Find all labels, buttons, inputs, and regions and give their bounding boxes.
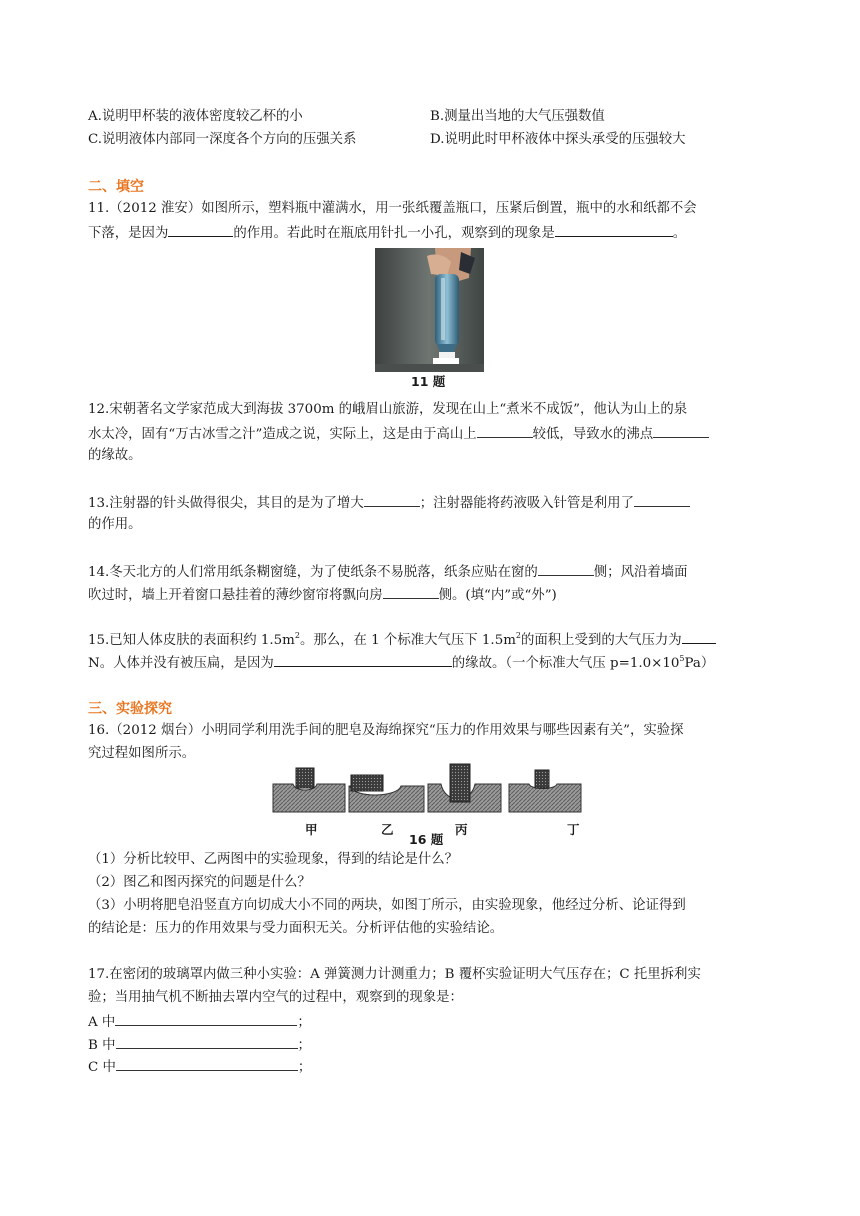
option-b: B.测量出当地的大气压强数值: [430, 109, 605, 124]
q15-sup-3: 5: [679, 654, 685, 663]
q16-label-ding: 丁: [567, 822, 580, 837]
q17-answer-b: [88, 1034, 311, 1056]
q16-sub3-line1: （3）小明将肥皂沿竖直方向切成大小不同的两块，如图丁所示，由实验现象，他经过分析、论证得到: [88, 898, 686, 913]
q16-sponge-figure: [271, 762, 591, 822]
q15-text-a: 15.已知人体皮肤的表面积约 1.5m: [88, 633, 295, 648]
bottle-hand-image: [375, 248, 484, 372]
q11-blank-2[interactable]: [555, 222, 673, 237]
q14-blank-1[interactable]: [538, 561, 594, 576]
q17-line2: 验；当用抽气机不断抽去罩内空气的过程中，观察到的现象是：: [88, 990, 463, 1005]
q13-blank-2[interactable]: [634, 492, 690, 507]
q12-text-b: 较低，导致水的沸点: [532, 427, 654, 442]
q15-text-e: 的缘故。（一个标准大气压 p=1.0×10: [451, 656, 680, 671]
section-heading-fill: 二、填空: [88, 179, 144, 195]
q13-text-a: 13.注射器的针头做得很尖，其目的是为了增大: [88, 496, 364, 511]
q16-label-yi: 乙: [381, 822, 394, 837]
q15-text-c: 的面积上受到的大气压力为: [521, 633, 682, 648]
q12-line1: 12.宋朝著名文学家范成大到海拔 3700m 的峨眉山旅游，发现在山上“煮米不成饭”，他认为山上的泉: [88, 402, 688, 417]
q16-line2: 究过程如图所示。: [88, 746, 196, 761]
q17-label-a: A 中: [88, 1015, 116, 1030]
option-c: C.说明液体内部同一深度各个方向的压强关系: [88, 132, 357, 147]
q17-end-c: ；: [297, 1060, 312, 1075]
option-d: D.说明此时甲杯液体中探头承受的压强较大: [430, 132, 686, 147]
q11-bottle-photo: [375, 248, 484, 372]
q17-label-c: C 中: [88, 1060, 116, 1075]
q15-line2: [88, 652, 714, 674]
q15-sup-2: 2: [515, 631, 521, 640]
q15-line1: [88, 629, 716, 651]
q17-end-a: ；: [297, 1015, 311, 1030]
q15-text-b: 。那么，在 1 个标准大气压下 1.5m: [299, 633, 516, 648]
q13-line2: 的作用。: [88, 517, 142, 532]
q14-blank-2[interactable]: [383, 584, 439, 599]
q12-line2: [88, 423, 709, 445]
q16-sub2: （2）图乙和图丙探究的问题是什么？: [88, 875, 311, 890]
q16-label-bing: 丙: [455, 822, 468, 837]
q15-blank-2[interactable]: [274, 652, 452, 667]
q17-answer-a: [88, 1011, 311, 1033]
q15-sup-1: 2: [294, 631, 300, 640]
q16-sub3-line2: 的结论是：压力的作用效果与受力面积无关。分析评估他的实验结论。: [88, 921, 504, 936]
q14-text-d: 侧。(填“内”或“外”): [438, 588, 557, 603]
q14-line2: [88, 584, 557, 606]
q16-label-jia: 甲: [305, 822, 318, 837]
q16-line1: 16.（2012 烟台）小明同学利用洗手间的肥皂及海绵探究“压力的作用效果与哪些因素有关”，实验探: [88, 723, 684, 738]
q14-text-c: 吹过时，墙上开着窗口悬挂着的薄纱窗帘将飘向房: [88, 588, 383, 603]
option-a: A.说明甲杯装的液体密度较乙杯的小: [88, 109, 303, 124]
q15-blank-1[interactable]: [682, 629, 716, 644]
sponge-soap-diagram: [271, 762, 591, 822]
q12-blank-1[interactable]: [477, 423, 533, 438]
q12-blank-2[interactable]: [653, 423, 709, 438]
q14-text-a: 14.冬天北方的人们常用纸条糊窗缝，为了使纸条不易脱落，纸条应贴在窗的: [88, 565, 538, 580]
q12-line3: 的缘故。: [88, 448, 142, 463]
q13-blank-1[interactable]: [364, 492, 420, 507]
q13-line1: [88, 492, 690, 514]
q13-text-b: ；注射器能将药液吸入针管是利用了: [419, 496, 634, 511]
q15-text-d: N。人体并没有被压扁，是因为: [88, 656, 274, 671]
q17-end-b: ；: [297, 1038, 311, 1053]
q11-text-c: 。: [672, 226, 687, 241]
q16-sub1: （1）分析比较甲、乙两图中的实验现象，得到的结论是什么？: [88, 852, 459, 867]
q11-blank-1[interactable]: [168, 222, 233, 237]
q14-line1: [88, 561, 688, 583]
section-heading-experiment: 三、实验探究: [88, 701, 172, 717]
q17-blank-c[interactable]: [116, 1056, 298, 1071]
q11-line2: [88, 222, 686, 244]
q17-blank-a[interactable]: [115, 1011, 297, 1026]
q17-blank-b[interactable]: [116, 1034, 298, 1049]
q17-line1: 17.在密闭的玻璃罩内做三种小实验：A 弹簧测力计测重力；B 覆杯实验证明大气压存在；C 托里拆利实: [88, 967, 701, 982]
q15-text-f: Pa）: [684, 656, 715, 671]
q14-text-b: 侧；风沿着墙面: [593, 565, 688, 580]
q17-label-b: B 中: [88, 1038, 116, 1053]
q17-answer-c: [88, 1056, 311, 1078]
q11-line1: 11.（2012 淮安）如图所示，塑料瓶中灌满水，用一张纸覆盖瓶口，压紧后倒置，瓶中的水和纸都不会: [88, 201, 697, 216]
q11-text-b: 的作用。若此时在瓶底用针扎一小孔，观察到的现象是: [233, 226, 555, 241]
q11-text-a: 下落，是因为: [88, 226, 169, 241]
q16-figure-caption: 16 题: [409, 832, 444, 847]
q12-text-a: 水太冷，固有“万古冰雪之汁”造成之说，实际上，这是由于高山上: [88, 427, 477, 442]
q11-figure-caption: 11 题: [411, 374, 446, 389]
